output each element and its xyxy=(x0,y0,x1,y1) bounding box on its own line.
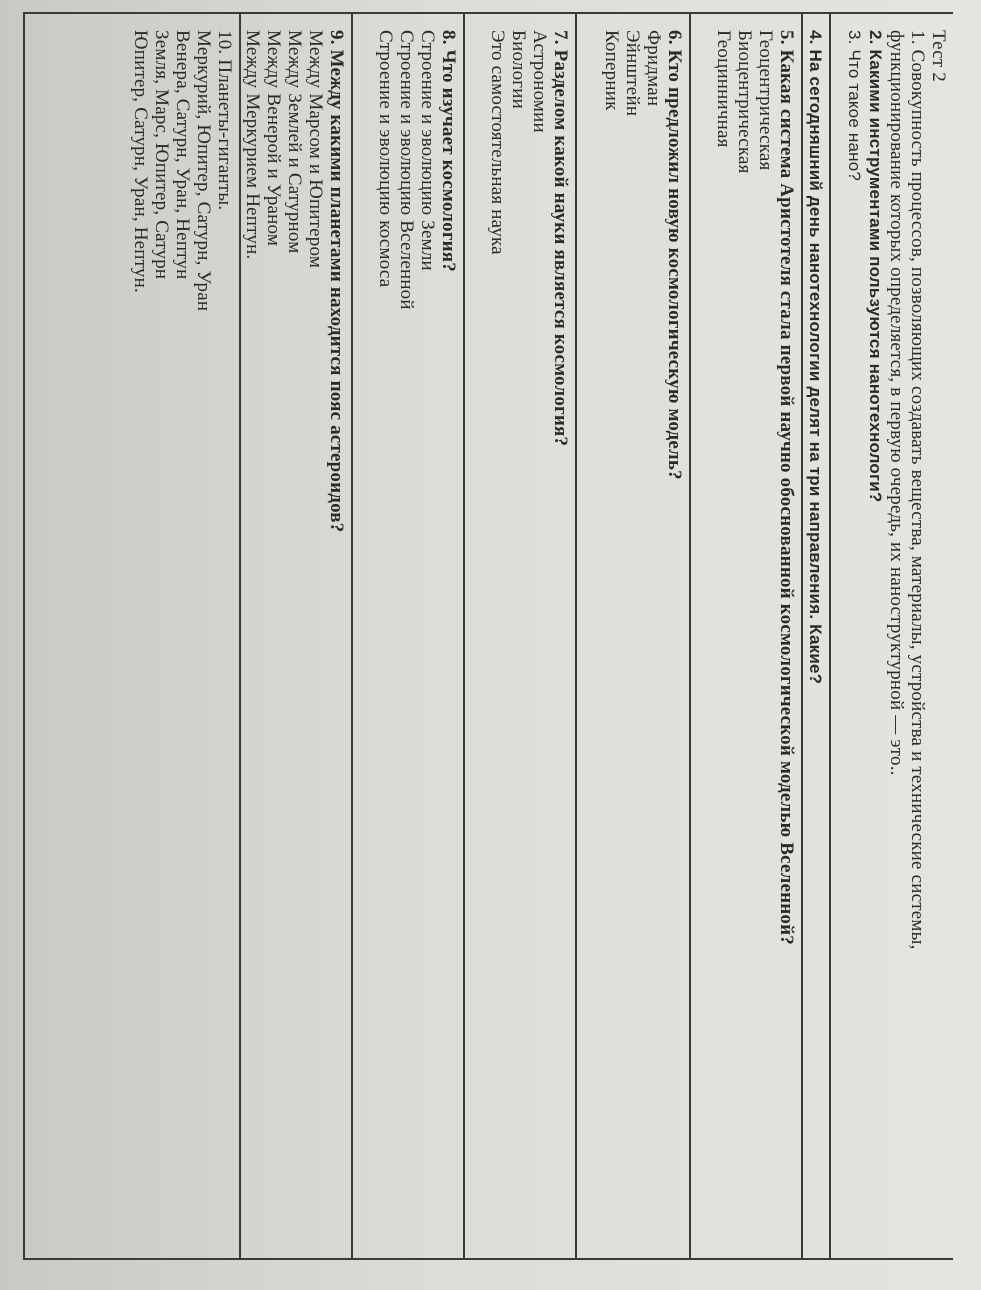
question-5-option-3: Геоцинничная xyxy=(713,30,734,148)
question-8-option-3: Строение и эволюцию космоса xyxy=(375,30,396,288)
test-title: Тест 2 xyxy=(928,30,949,82)
question-9-option-2: Между Землей и Сатурном xyxy=(284,30,305,254)
question-6-option-2: Эйнштейн xyxy=(622,30,643,117)
question-1-line-1: 1. Совокупность процессов, позволяющих создавать вещества, материалы, устройства и технические системы, xyxy=(907,30,928,950)
question-9: 9. Между какими планетами находится пояс астероидов? xyxy=(326,30,347,533)
question-6-block xyxy=(579,14,691,1258)
question-4-block xyxy=(801,14,831,1258)
question-10-option-1: Меркурий, Юпитер, Сатурн, Уран xyxy=(193,30,214,312)
question-2: 2. Какими инструментами пользуются нанотехнологи? xyxy=(866,30,885,503)
question-5-block xyxy=(693,14,803,1258)
question-9-option-1: Между Марсом и Юпитером xyxy=(305,30,326,269)
question-10-block xyxy=(23,14,241,1258)
question-5: 5. Какая система Аристотеля стала первой научно обоснованной космологической моделью Вселенной? xyxy=(776,30,797,945)
question-9-option-4: Между Меркурием Нептун. xyxy=(242,30,263,260)
question-8-option-2: Строение и эволюцию Вселенной xyxy=(396,30,417,310)
question-5-option-2: Биоцентрическая xyxy=(734,30,755,174)
question-3: 3. Что такое нано? xyxy=(845,30,864,182)
question-6-option-3: Коперник xyxy=(601,30,622,111)
question-8-block xyxy=(353,14,465,1258)
question-9-option-3: Между Венерой и Ураном xyxy=(263,30,284,247)
question-6: 6. Кто предложил новую космологическую модель? xyxy=(664,30,685,480)
question-6-option-1: Фридман xyxy=(643,30,664,107)
question-5-option-1: Геоцентрическая xyxy=(755,30,776,171)
question-8: 8. Что изучает космология? xyxy=(438,30,459,272)
table-bottom-border xyxy=(23,14,25,1258)
question-7-option-1: Астрономии xyxy=(529,30,550,133)
question-7-block xyxy=(467,14,577,1258)
question-table xyxy=(23,12,953,1260)
question-7: 7. Разделом какой науки является космология? xyxy=(550,30,571,447)
question-10: 10. Планеты-гиганты. xyxy=(214,30,235,211)
question-1-line-2: функционирование которых определяется, в первую очередь, их наноструктурной — это.. xyxy=(886,30,907,776)
question-8-option-1: Строение и эволюцию Земли xyxy=(417,30,438,271)
question-10-option-4: Юпитер, Сатурн, Уран, Нептун. xyxy=(130,30,151,293)
question-10-option-2: Венера, Сатурн, Уран, Нептун xyxy=(172,30,193,280)
question-7-option-2: Биологии xyxy=(508,30,529,110)
question-7-option-3: Это самостоятельная наука xyxy=(487,30,508,255)
question-4: 4. На сегодняшний день нанотехнологии делят на три направления. Какие? xyxy=(806,30,825,685)
question-10-option-3: Земля, Марс, Юпитер, Сатурн xyxy=(151,30,172,280)
